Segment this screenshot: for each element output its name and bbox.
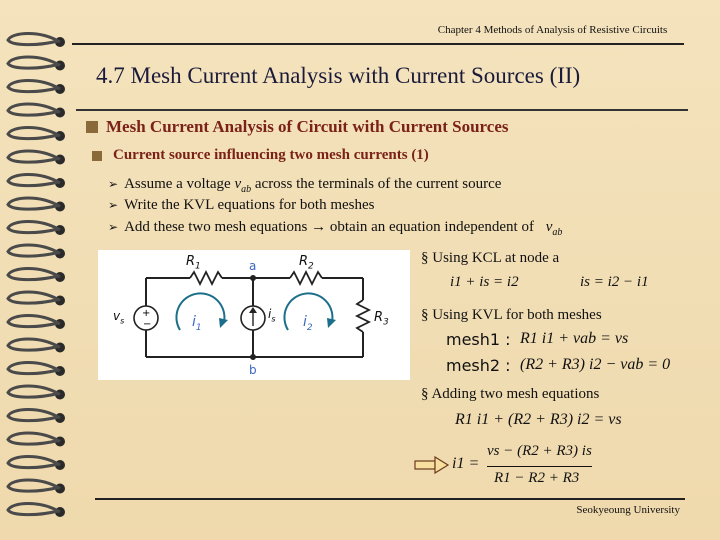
solve-lhs: i1 =	[452, 455, 480, 472]
label-r2: $R_2$	[299, 254, 314, 272]
arrowhead-bullet-icon: ➢	[108, 177, 119, 191]
binding-ring	[8, 34, 60, 45]
label-i1: $i_1$	[192, 314, 202, 333]
binding-ring	[8, 504, 60, 515]
bullet-level1: Mesh Current Analysis of Circuit with Current Sources	[106, 117, 509, 136]
binding-ring	[8, 81, 60, 92]
label-node-a: a	[249, 259, 257, 273]
footer-university: Seokyeoung University	[576, 504, 680, 516]
svg-text:+: +	[142, 308, 151, 319]
chapter-header: Chapter 4 Methods of Analysis of Resistive Circuits	[437, 24, 668, 36]
binding-ring	[8, 198, 60, 209]
binding-ring	[8, 316, 60, 327]
binding-ring	[8, 292, 60, 303]
bullet-square-icon	[86, 121, 98, 133]
equation-mesh2: (R2 + R3) i2 − vab = 0	[520, 356, 671, 373]
svg-text:−: −	[143, 319, 152, 330]
label-vs: $v_s$	[113, 309, 125, 326]
step-add-equations: ➢ Add these two mesh equations → obtain an equation independent of $v_{ab}$	[108, 219, 563, 238]
binding-ring	[8, 410, 60, 421]
binding-ring	[8, 433, 60, 444]
equation-kcl-2: is = i2 − i1	[580, 274, 649, 290]
binding-ring	[8, 457, 60, 468]
binding-ring	[8, 57, 60, 68]
step-assume-voltage: ➢ Assume a voltage $v_{ab}$ across the terminals of the current source	[108, 176, 502, 195]
footer-divider	[95, 498, 685, 500]
solve-numerator: vs − (R2 + R3) is	[487, 443, 592, 459]
label-node-b: b	[249, 363, 257, 377]
arrowhead-bullet-icon: ➢	[108, 220, 119, 234]
binding-ring	[8, 151, 60, 162]
binding-ring	[8, 245, 60, 256]
binding-ring	[8, 104, 60, 115]
binding-ring	[8, 363, 60, 374]
binding-ring	[8, 339, 60, 350]
arrowhead-bullet-icon: ➢	[108, 198, 119, 212]
binding-ring	[8, 128, 60, 139]
mesh2-label: mesh2 :	[446, 356, 511, 375]
equation-sum: R1 i1 + (R2 + R3) i2 = vs	[455, 411, 622, 428]
binding-ring	[8, 386, 60, 397]
note-kvl: § Using KVL for both meshes	[421, 307, 602, 323]
title-divider	[76, 109, 688, 111]
note-add: § Adding two mesh equations	[421, 386, 600, 402]
label-r3: $R_3$	[374, 310, 389, 328]
header-divider	[72, 43, 684, 45]
step-write-kvl: ➢ Write the KVL equations for both meshes	[108, 197, 375, 213]
binding-ring	[8, 269, 60, 280]
binding-ring	[8, 480, 60, 491]
right-arrow-icon	[414, 456, 450, 474]
label-is: $i_s$	[268, 307, 276, 324]
mesh1-label: mesh1 :	[446, 330, 511, 349]
note-kcl: § Using KCL at node a	[421, 250, 560, 266]
spiral-binding	[0, 0, 80, 540]
binding-ring	[8, 175, 60, 186]
equation-mesh1: R1 i1 + vab = vs	[520, 330, 629, 347]
binding-ring	[8, 222, 60, 233]
label-r1: $R_1$	[186, 254, 201, 272]
equation-kcl-1: i1 + is = i2	[450, 274, 519, 290]
slide-title: 4.7 Mesh Current Analysis with Current Sources (II)	[96, 63, 581, 88]
bullet-square-icon	[92, 151, 102, 161]
solve-denominator: R1 − R2 + R3	[494, 470, 580, 486]
fraction-bar	[487, 466, 592, 467]
bullet-level2: Current source influencing two mesh currents (1)	[113, 147, 429, 163]
label-i2: $i_2$	[303, 314, 313, 333]
